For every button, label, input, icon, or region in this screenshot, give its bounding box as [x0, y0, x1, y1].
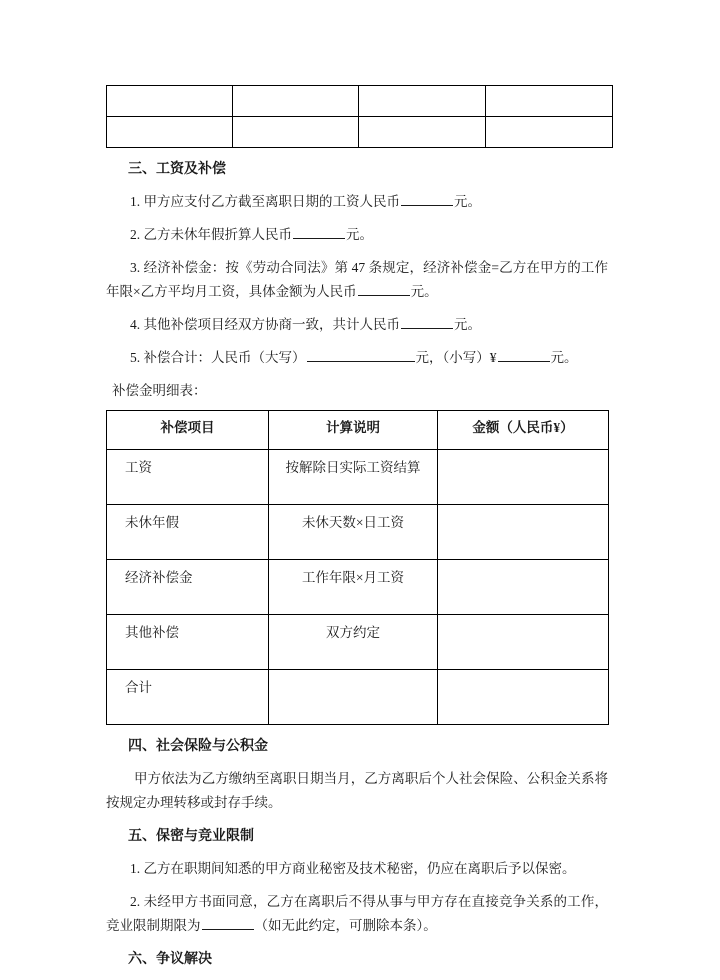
list-item-number: 1. — [130, 861, 141, 876]
section-4-paragraph: 甲方依法为乙方缴纳至离职日期当月，乙方离职后个人社会保险、公积金关系将按规定办理转移或封存手续。 — [106, 771, 608, 810]
list-item — [106, 313, 608, 337]
list-item-suffix: 元。 — [550, 350, 578, 365]
table-header-row — [107, 411, 609, 450]
fill-in-blank[interactable] — [401, 314, 453, 329]
signature-grid-table — [106, 85, 613, 148]
signature-cell — [359, 117, 486, 148]
list-item-number: 2. — [130, 894, 141, 909]
signature-cell — [233, 117, 359, 148]
signature-cell — [359, 86, 486, 117]
column-header-calculation: 计算说明 — [269, 411, 438, 450]
table-row — [107, 560, 609, 615]
list-item-text: 甲方应支付乙方截至离职日期的工资人民币 — [143, 194, 400, 209]
list-item-suffix: 元。 — [346, 227, 373, 242]
list-item-number: 3. — [130, 260, 141, 275]
cell-calculation: 双方约定 — [269, 615, 438, 670]
compensation-detail-table — [106, 410, 609, 725]
cell-item: 工资 — [107, 450, 269, 505]
cell-item: 其他补偿 — [107, 615, 269, 670]
cell-item: 未休年假 — [107, 505, 269, 560]
fill-in-blank-uppercase-amount[interactable] — [307, 347, 415, 362]
list-item-number: 5. — [130, 350, 141, 365]
list-item-text: 补偿合计：人民币（大写） — [143, 350, 306, 365]
list-item-suffix: 元。 — [454, 317, 481, 332]
list-item-text: 乙方未休年假折算人民币 — [143, 227, 292, 242]
cell-amount[interactable] — [438, 450, 609, 505]
list-item-number: 1. — [130, 194, 141, 209]
list-item-suffix: 元。 — [410, 284, 438, 299]
list-item-text: 未经甲方书面同意，乙方在离职后不得从事与甲方存在直接竞争关系的工作，竞业限制期限为 — [106, 894, 609, 933]
list-item-suffix: 元。 — [454, 194, 481, 209]
cell-calculation: 未休天数×日工资 — [269, 505, 438, 560]
table-row — [107, 505, 609, 560]
cell-item: 经济补偿金 — [107, 560, 269, 615]
comp-table-caption: 补偿金明细表： — [112, 383, 207, 398]
signature-cell — [233, 86, 359, 117]
table-row — [107, 450, 609, 505]
fill-in-blank[interactable] — [293, 224, 345, 239]
section-heading-6: 六、争议解决 — [128, 952, 212, 967]
table-row — [107, 86, 613, 117]
document-body — [106, 85, 608, 980]
list-item-mid: 元，（小写）¥ — [415, 350, 497, 365]
cell-calculation: 按解除日实际工资结算 — [269, 450, 438, 505]
list-item-number: 4. — [130, 317, 141, 332]
cell-amount[interactable] — [438, 615, 609, 670]
cell-calculation — [269, 670, 438, 725]
list-item — [106, 346, 608, 370]
signature-cell — [486, 117, 613, 148]
list-item — [106, 857, 608, 881]
column-header-item: 补偿项目 — [107, 411, 269, 450]
fill-in-blank-noncompete-term[interactable] — [202, 915, 254, 930]
list-item-text: 乙方在职期间知悉的甲方商业秘密及技术秘密，仍应在离职后予以保密。 — [143, 861, 576, 876]
cell-amount-total[interactable] — [438, 670, 609, 725]
list-item — [106, 223, 608, 247]
table-row — [107, 117, 613, 148]
signature-cell — [107, 86, 233, 117]
section-heading-3: 三、工资及补偿 — [128, 162, 226, 177]
list-item — [106, 256, 608, 304]
cell-calculation: 工作年限×月工资 — [269, 560, 438, 615]
fill-in-blank-numeric-amount[interactable] — [498, 347, 550, 362]
list-item-text: 其他补偿项目经双方协商一致，共计人民币 — [143, 317, 400, 332]
section-heading-4: 四、社会保险与公积金 — [128, 739, 268, 754]
signature-cell — [486, 86, 613, 117]
list-item-suffix: （如无此约定，可删除本条）。 — [254, 918, 437, 933]
cell-item-total: 合计 — [107, 670, 269, 725]
table-row — [107, 670, 609, 725]
list-item-number: 2. — [130, 227, 141, 242]
fill-in-blank[interactable] — [358, 281, 410, 296]
list-item-text: 经济补偿金：按《劳动合同法》第 47 条规定，经济补偿金=乙方在甲方的工作年限×乙方平均月工资，具体金额为人民币 — [106, 260, 608, 299]
fill-in-blank[interactable] — [401, 191, 453, 206]
cell-amount[interactable] — [438, 505, 609, 560]
table-row — [107, 615, 609, 670]
section-heading-5: 五、保密与竞业限制 — [128, 829, 254, 844]
cell-amount[interactable] — [438, 560, 609, 615]
signature-cell — [107, 117, 233, 148]
column-header-amount: 金额（人民币¥） — [438, 411, 609, 450]
list-item — [106, 190, 608, 214]
